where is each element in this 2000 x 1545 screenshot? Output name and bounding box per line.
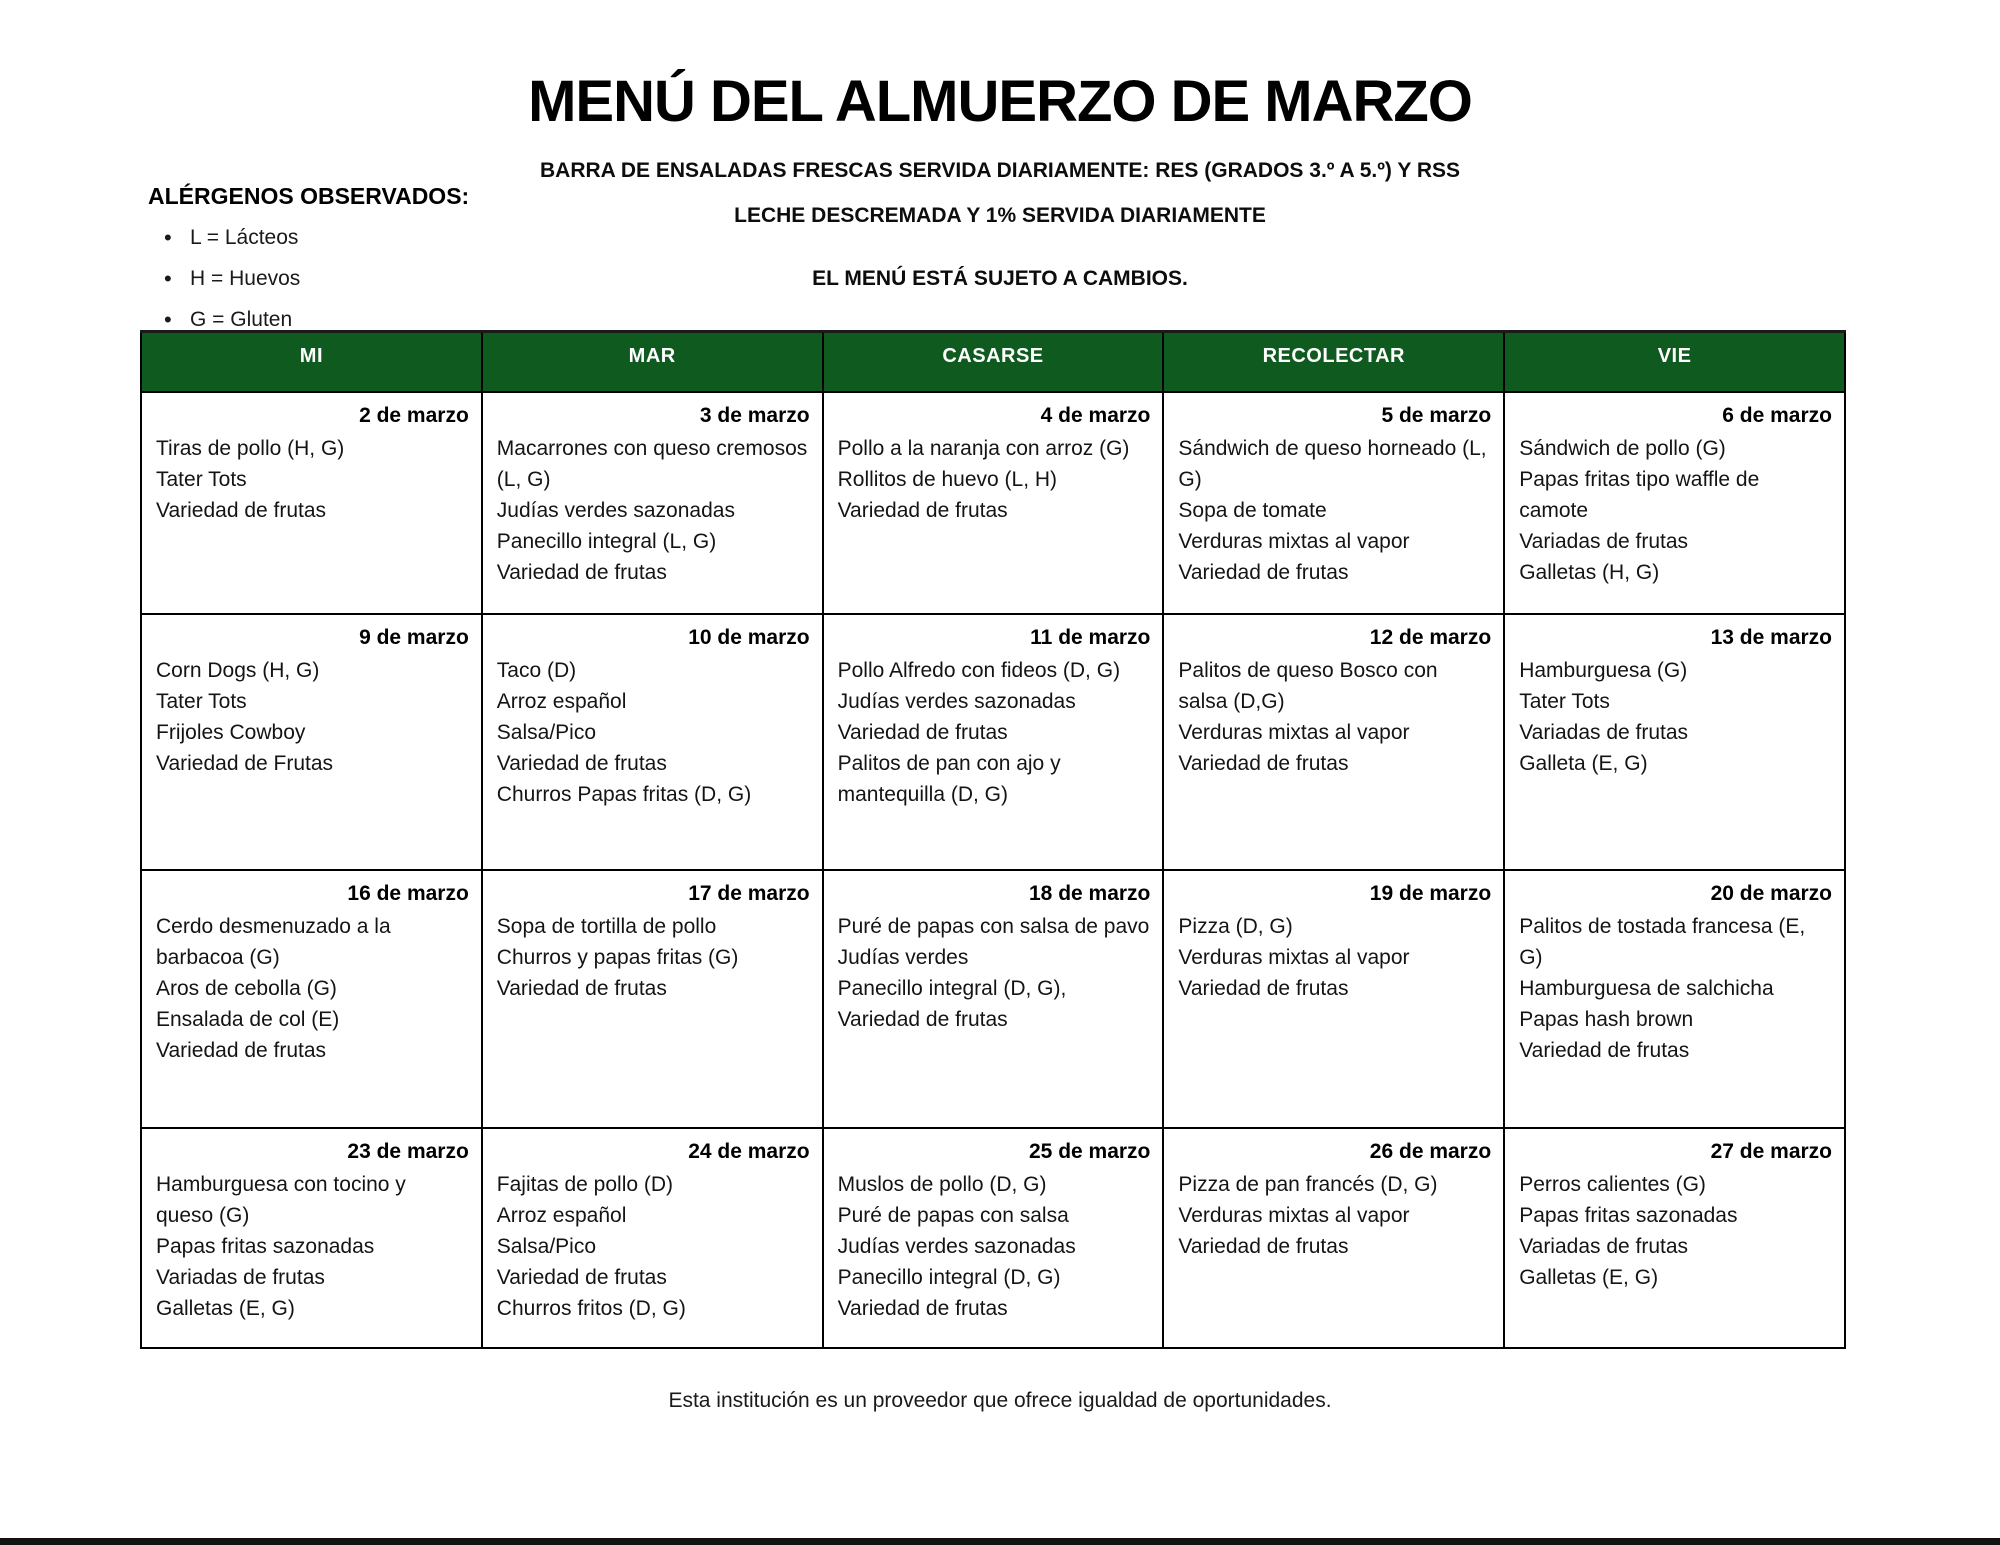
- menu-item: Variadas de frutas: [1519, 529, 1689, 553]
- menu-item: Papas fritas sazonadas: [156, 1235, 375, 1259]
- document-header: [0, 0, 2000, 330]
- menu-item: Variedad de frutas: [837, 1296, 1008, 1320]
- menu-item: Palitos de pan con ajo y mantequilla (D, G): [837, 751, 1061, 806]
- day-date: 9 de marzo: [359, 625, 469, 649]
- menu-item: Muslos de pollo (D, G): [837, 1173, 1047, 1197]
- menu-item: Sándwich de queso horneado (L, G): [1178, 437, 1487, 492]
- menu-day-cell: [1504, 614, 1845, 870]
- day-date: 3 de marzo: [699, 403, 810, 427]
- menu-item: Variadas de frutas: [1519, 1235, 1689, 1259]
- menu-day-cell: [141, 870, 482, 1128]
- subtitle-subject-to-change: EL MENÚ ESTÁ SUJETO A CAMBIOS.: [812, 267, 1188, 290]
- menu-item: Variedad de frutas: [496, 977, 667, 1001]
- menu-item: Hamburguesa de salchicha: [1519, 977, 1774, 1001]
- menu-item: Papas fritas sazonadas: [1519, 1204, 1738, 1228]
- menu-item: Galletas (E, G): [156, 1296, 295, 1320]
- allergen-item: • L = Lácteos: [190, 226, 508, 250]
- day-date: 25 de marzo: [1029, 1139, 1151, 1163]
- menu-item: Variedad de frutas: [156, 499, 327, 523]
- menu-item: Judías verdes sazonadas: [496, 499, 735, 523]
- day-date: 5 de marzo: [1381, 403, 1492, 427]
- menu-item: Variedad de frutas: [1178, 977, 1349, 1001]
- menu-item: Variadas de frutas: [1519, 721, 1689, 745]
- menu-day-cell: [1163, 870, 1504, 1128]
- menu-item: Sopa de tomate: [1178, 499, 1327, 523]
- menu-item: Salsa/Pico: [496, 721, 597, 745]
- menu-item: Judías verdes sazonadas: [837, 690, 1076, 714]
- menu-item: Pizza de pan francés (D, G): [1178, 1173, 1438, 1197]
- menu-item: Judías verdes: [837, 946, 969, 970]
- menu-day-cell: [482, 614, 823, 870]
- menu-item: Sándwich de pollo (G): [1519, 437, 1726, 461]
- day-date: 16 de marzo: [347, 881, 469, 905]
- menu-item: Hamburguesa (G): [1519, 659, 1688, 683]
- allergen-item: • G = Gluten: [190, 308, 508, 332]
- page-title: MENÚ DEL ALMUERZO DE MARZO: [528, 69, 1472, 134]
- column-header-casarse: CASARSE: [823, 332, 1164, 392]
- menu-item: Taco (D): [496, 659, 577, 683]
- menu-day-cell: [1163, 1128, 1504, 1348]
- day-date: 18 de marzo: [1029, 881, 1151, 905]
- menu-item: Variedad de frutas: [496, 751, 667, 775]
- allergen-legend: [148, 183, 508, 349]
- menu-item: Cerdo desmenuzado a la barbacoa (G): [156, 915, 391, 970]
- allergen-list: [148, 226, 508, 332]
- menu-item: Puré de papas con salsa: [837, 1204, 1069, 1228]
- menu-item: Variedad de frutas: [1519, 1038, 1690, 1062]
- menu-table-body: [141, 392, 1845, 1348]
- allergen-legend-heading: ALÉRGENOS OBSERVADOS:: [148, 183, 470, 209]
- menu-item: Churros Papas fritas (D, G): [496, 782, 752, 806]
- menu-item: Pollo a la naranja con arroz (G): [837, 437, 1130, 461]
- menu-item: Pollo Alfredo con fideos (D, G): [837, 659, 1121, 683]
- day-date: 13 de marzo: [1710, 625, 1832, 649]
- menu-item: Variedad de frutas: [1178, 751, 1349, 775]
- day-date: 20 de marzo: [1710, 881, 1832, 905]
- menu-day-cell: [141, 614, 482, 870]
- menu-item: Variedad de frutas: [837, 1007, 1008, 1031]
- menu-item: Variedad de frutas: [837, 721, 1008, 745]
- menu-item: Tater Tots: [156, 468, 247, 492]
- menu-item: Churros fritos (D, G): [496, 1296, 686, 1320]
- menu-day-cell: [823, 392, 1164, 614]
- menu-day-cell: [1504, 392, 1845, 614]
- menu-item: Variedad de frutas: [496, 560, 667, 584]
- menu-item: Panecillo integral (L, G): [496, 529, 717, 553]
- menu-day-cell: [1163, 614, 1504, 870]
- column-header-mi: MI: [141, 332, 482, 392]
- column-header-recolectar: RECOLECTAR: [1163, 332, 1504, 392]
- menu-item: Verduras mixtas al vapor: [1178, 946, 1410, 970]
- menu-day-cell: [1504, 1128, 1845, 1348]
- allergen-item: • H = Huevos: [190, 267, 508, 291]
- menu-item: Palitos de queso Bosco con salsa (D,G): [1178, 659, 1438, 714]
- menu-day-cell: [482, 870, 823, 1128]
- menu-item: Aros de cebolla (G): [156, 977, 337, 1001]
- menu-day-cell: [141, 392, 482, 614]
- menu-item: Variedad de frutas: [1178, 1235, 1349, 1259]
- menu-day-cell: [823, 870, 1164, 1128]
- day-date: 19 de marzo: [1369, 881, 1492, 905]
- menu-item: Hamburguesa con tocino y queso (G): [156, 1173, 406, 1228]
- menu-item: Verduras mixtas al vapor: [1178, 529, 1410, 553]
- day-date: 2 de marzo: [359, 403, 469, 427]
- day-date: 11 de marzo: [1030, 625, 1151, 649]
- column-header-vie: VIE: [1504, 332, 1845, 392]
- menu-day-cell: [1163, 392, 1504, 614]
- day-date: 17 de marzo: [688, 881, 810, 905]
- menu-day-cell: [482, 1128, 823, 1348]
- menu-item: Arroz español: [496, 690, 627, 714]
- subtitle-milk: LECHE DESCREMADA Y 1% SERVIDA DIARIAMENTE: [734, 204, 1266, 227]
- day-date: 4 de marzo: [1040, 403, 1151, 427]
- menu-item: Variedad de Frutas: [156, 751, 334, 775]
- menu-item: Verduras mixtas al vapor: [1178, 1204, 1410, 1228]
- equal-opportunity-note: Esta institución es un proveedor que ofrece igualdad de oportunidades.: [668, 1388, 1332, 1412]
- menu-item: Galleta (E, G): [1519, 751, 1648, 775]
- menu-item: Tater Tots: [1519, 690, 1610, 714]
- menu-item: Sopa de tortilla de pollo: [496, 915, 717, 939]
- menu-item: Perros calientes (G): [1519, 1173, 1706, 1197]
- day-date: 6 de marzo: [1722, 403, 1832, 427]
- menu-item: Papas hash brown: [1519, 1007, 1694, 1031]
- menu-item: Variadas de frutas: [156, 1265, 325, 1289]
- day-date: 10 de marzo: [688, 625, 810, 649]
- lunch-menu-table: [140, 330, 1846, 1349]
- menu-day-cell: [1504, 870, 1845, 1128]
- menu-item: Macarrones con queso cremosos (L, G): [496, 437, 808, 492]
- menu-item: Variedad de frutas: [496, 1265, 667, 1289]
- menu-item: Tater Tots: [156, 690, 247, 714]
- menu-item: Rollitos de huevo (L, H): [837, 468, 1058, 492]
- week-row: [141, 1128, 1845, 1348]
- menu-item: Fajitas de pollo (D): [496, 1173, 674, 1197]
- menu-item: Ensalada de col (E): [156, 1007, 340, 1031]
- menu-item: Arroz español: [496, 1204, 627, 1228]
- day-date: 24 de marzo: [688, 1139, 810, 1163]
- menu-day-cell: [141, 1128, 482, 1348]
- menu-item: Corn Dogs (H, G): [156, 659, 320, 683]
- menu-item: Variedad de frutas: [156, 1038, 327, 1062]
- menu-item: Panecillo integral (D, G),: [837, 977, 1067, 1001]
- column-header-mar: MAR: [482, 332, 823, 392]
- menu-item: Pizza (D, G): [1178, 915, 1293, 939]
- day-date: 23 de marzo: [347, 1139, 469, 1163]
- menu-item: Papas fritas tipo waffle de camote: [1519, 468, 1760, 523]
- menu-day-cell: [823, 1128, 1164, 1348]
- menu-item: Churros y papas fritas (G): [496, 946, 739, 970]
- menu-item: Variedad de frutas: [1178, 560, 1349, 584]
- day-date: 27 de marzo: [1710, 1139, 1832, 1163]
- menu-item: Puré de papas con salsa de pavo: [837, 915, 1150, 939]
- menu-item: Galletas (H, G): [1519, 560, 1660, 584]
- menu-item: Galletas (E, G): [1519, 1265, 1659, 1289]
- subtitle-salad-bar: BARRA DE ENSALADAS FRESCAS SERVIDA DIARIAMENTE: RES (GRADOS 3.º A 5.º) Y RSS: [539, 159, 1460, 182]
- bottom-edge-bar: [0, 1538, 2000, 1545]
- week-row: [141, 870, 1845, 1128]
- menu-item: Salsa/Pico: [496, 1235, 597, 1259]
- week-row: [141, 392, 1845, 614]
- day-date: 26 de marzo: [1369, 1139, 1492, 1163]
- day-date: 12 de marzo: [1369, 625, 1492, 649]
- menu-item: Variedad de frutas: [837, 499, 1008, 523]
- menu-day-cell: [823, 614, 1164, 870]
- menu-item: Panecillo integral (D, G): [837, 1265, 1061, 1289]
- menu-item: Verduras mixtas al vapor: [1178, 721, 1410, 745]
- menu-day-cell: [482, 392, 823, 614]
- menu-item: Palitos de tostada francesa (E, G): [1519, 915, 1806, 970]
- menu-item: Judías verdes sazonadas: [837, 1235, 1076, 1259]
- menu-item: Tiras de pollo (H, G): [156, 437, 345, 461]
- menu-item: Frijoles Cowboy: [156, 721, 306, 745]
- week-row: [141, 614, 1845, 870]
